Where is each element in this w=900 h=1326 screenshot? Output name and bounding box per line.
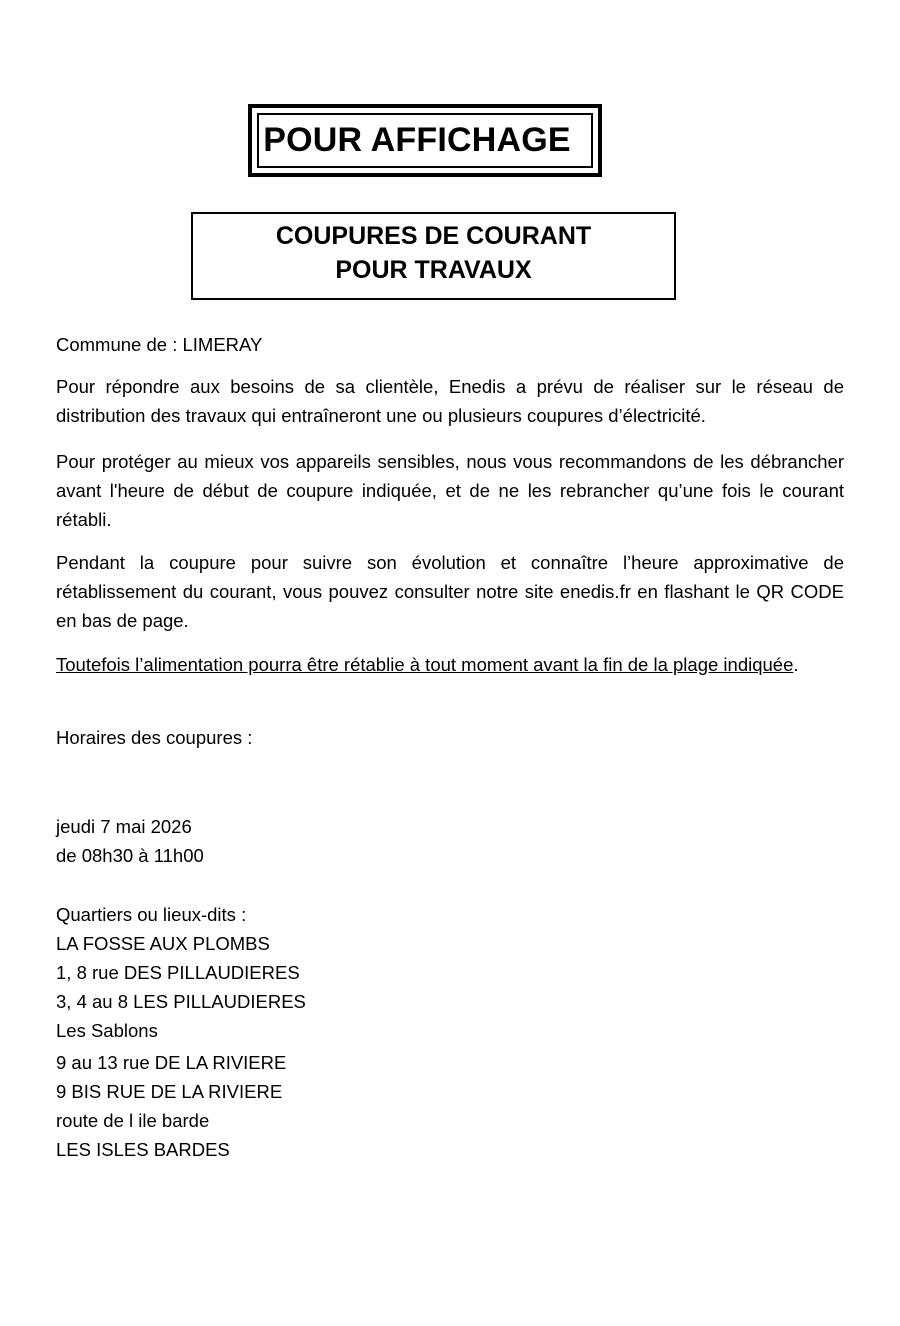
location-item: 9 au 13 rue DE LA RIVIERE <box>56 1052 287 1073</box>
warning-period: . <box>793 654 799 675</box>
notice-title <box>191 212 676 300</box>
outage-date: jeudi 7 mai 2026 <box>56 816 192 837</box>
location-item: route de l ile barde <box>56 1110 210 1131</box>
affichage-banner <box>248 104 602 177</box>
tracking-paragraph: Pendant la coupure pour suivre son évolution et connaître l’heure approximative de rétablissement du courant, vous pouvez consulter notre site enedis.fr en flashant le QR CODE en bas de page. <box>56 552 844 631</box>
affichage-label: POUR AFFICHAGE <box>263 121 571 159</box>
location-item: 1, 8 rue DES PILLAUDIERES <box>56 962 300 983</box>
commune-line: Commune de : LIMERAY <box>56 334 263 355</box>
warning-underlined-text: Toutefois l’alimentation pourra être rétablie à tout moment avant la fin de la plage indiquée <box>56 654 794 675</box>
notice-title-line2: POUR TRAVAUX <box>335 256 532 284</box>
affichage-inner-frame <box>257 113 593 168</box>
notice-title-line1: COUPURES DE COURANT <box>275 222 592 250</box>
warning-paragraph <box>56 650 844 679</box>
locations-label: Quartiers ou lieux-dits : <box>56 904 247 925</box>
location-item: LES ISLES BARDES <box>56 1139 230 1160</box>
location-item: LA FOSSE AUX PLOMBS <box>56 933 270 954</box>
location-item: Les Sablons <box>56 1020 158 1041</box>
outage-time: de 08h30 à 11h00 <box>56 845 204 866</box>
intro-paragraph: Pour répondre aux besoins de sa clientèle, Enedis a prévu de réaliser sur le réseau de distribution des travaux qui entraîneront une ou plusieurs coupures d’électricité. <box>56 376 844 426</box>
recommendation-paragraph: Pour protéger au mieux vos appareils sensibles, nous vous recommandons de les débrancher avant l'heure de début de coupure indiquée, et de ne les rebrancher qu’une fois le courant rétabli. <box>56 451 844 530</box>
location-item: 9 BIS RUE DE LA RIVIERE <box>56 1081 283 1102</box>
horaires-label: Horaires des coupures : <box>56 727 253 748</box>
location-item: 3, 4 au 8 LES PILLAUDIERES <box>56 991 306 1012</box>
